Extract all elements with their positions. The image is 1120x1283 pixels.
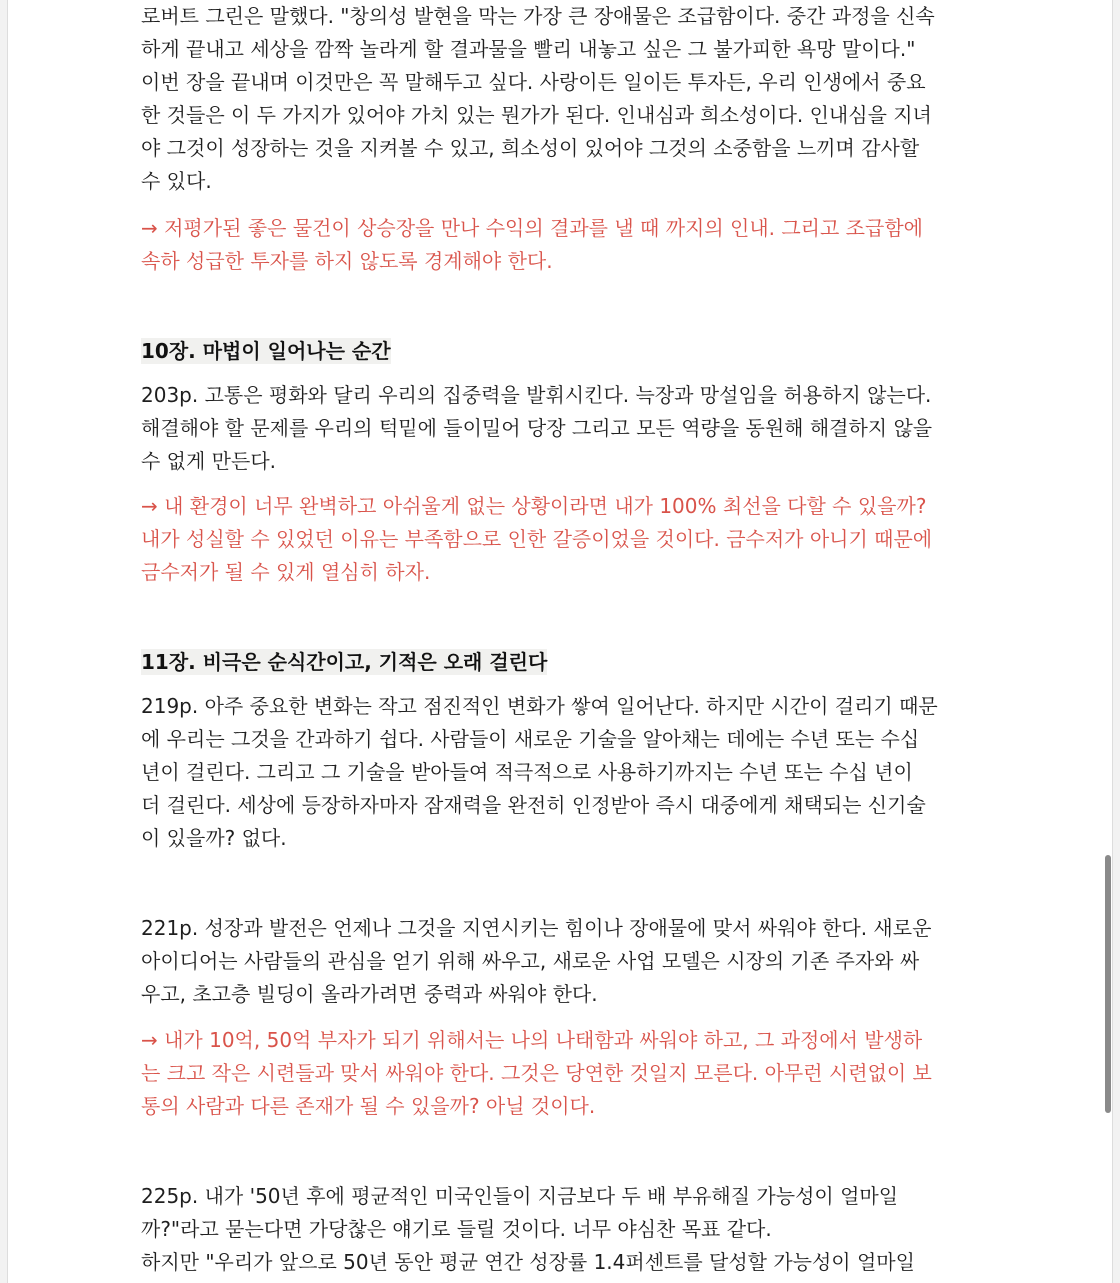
quote-block xyxy=(141,1180,915,1279)
text-line: 우고, 초고층 빌딩이 올라가려면 중력과 싸워야 한다. xyxy=(141,982,598,1006)
memo-line: 금수저가 될 수 있게 열심히 하자. xyxy=(141,560,431,584)
memo-line: 통의 사람과 다른 존재가 될 수 있을까? 아닐 것이다. xyxy=(141,1094,596,1118)
text-line: 221p. 성장과 발전은 언제나 그것을 지연시키는 힘이나 장애물에 맞서 싸워야 한다. 새로운 xyxy=(141,916,932,940)
chapter-10-heading xyxy=(141,335,391,368)
quote-block xyxy=(141,690,938,855)
text-line: 까?"라고 묻는다면 가당찮은 얘기로 들릴 것이다. 너무 야심찬 목표 같다. xyxy=(141,1217,772,1241)
memo-block xyxy=(141,212,923,278)
memo-line: 는 크고 작은 시련들과 맞서 싸워야 한다. 그것은 당연한 것일지 모른다. 아무런 시련없이 보 xyxy=(141,1061,932,1085)
memo-line: → 내가 10억, 50억 부자가 되기 위해서는 나의 나태함과 싸워야 하고, 그 과정에서 발생하 xyxy=(141,1028,923,1052)
text-line: 이번 장을 끝내며 이것만은 꼭 말해두고 싶다. 사랑이든 일이든 투자든, 우리 인생에서 중요 xyxy=(141,70,926,94)
document-page xyxy=(8,0,1112,1283)
text-line: 야 그것이 성장하는 것을 지켜볼 수 있고, 희소성이 있어야 그것의 소중함을 느끼며 감사할 xyxy=(141,136,920,160)
text-line: 하게 끝내고 세상을 깜짝 놀라게 할 결과물을 빨리 내놓고 싶은 그 불가피한 욕망 말이다." xyxy=(141,37,916,61)
text-line: 203p. 고통은 평화와 달리 우리의 집중력을 발휘시킨다. 늑장과 망설임을 허용하지 않는다. xyxy=(141,383,932,407)
text-line: 수 없게 만든다. xyxy=(141,449,276,473)
memo-line: 내가 성실할 수 있었던 이유는 부족함으로 인한 갈증이었을 것이다. 금수저가 아니기 때문에 xyxy=(141,527,933,551)
text-line: 219p. 아주 중요한 변화는 작고 점진적인 변화가 쌓여 일어난다. 하지만 시간이 걸리기 때문 xyxy=(141,694,938,718)
text-line: 하지만 "우리가 앞으로 50년 동안 평균 연간 성장률 1.4퍼센트를 달성할 가능성이 얼마일 xyxy=(141,1250,915,1274)
chapter-11-heading xyxy=(141,646,547,679)
memo-line: → 내 환경이 너무 완벽하고 아쉬울게 없는 상황이라면 내가 100% 최선을 다할 수 있을까? xyxy=(141,494,927,518)
vertical-scrollbar[interactable] xyxy=(1104,0,1112,1283)
text-line: 로버트 그린은 말했다. "창의성 발현을 막는 가장 큰 장애물은 조급함이다. 중간 과정을 신속 xyxy=(141,4,935,28)
text-line: 아이디어는 사람들의 관심을 얻기 위해 싸우고, 새로운 사업 모델은 시장의 기존 주자와 싸 xyxy=(141,949,920,973)
text-line: 이 있을까? 없다. xyxy=(141,826,287,850)
memo-line: 속하 성급한 투자를 하지 않도록 경계해야 한다. xyxy=(141,249,553,273)
quote-block xyxy=(141,379,932,478)
text-line: 해결해야 할 문제를 우리의 턱밑에 들이밀어 당장 그리고 모든 역량을 동원해 해결하지 않을 xyxy=(141,416,933,440)
text-line: 년이 걸린다. 그리고 그 기술을 받아들여 적극적으로 사용하기까지는 수년 또는 수십 년이 xyxy=(141,760,913,784)
scrollbar-thumb[interactable] xyxy=(1105,855,1111,1113)
text-line: 더 걸린다. 세상에 등장하자마자 잠재력을 완전히 인정받아 즉시 대중에게 채택되는 신기술 xyxy=(141,793,926,817)
text-line: 225p. 내가 '50년 후에 평균적인 미국인들이 지금보다 두 배 부유해질 가능성이 얼마일 xyxy=(141,1184,899,1208)
text-line: 한 것들은 이 두 가지가 있어야 가치 있는 뭔가가 된다. 인내심과 희소성이다. 인내심을 지녀 xyxy=(141,103,932,127)
memo-block xyxy=(141,1024,932,1123)
memo-block xyxy=(141,490,932,589)
memo-line: → 저평가된 좋은 물건이 상승장을 만나 수익의 결과를 낼 때 까지의 인내. 그리고 조급함에 xyxy=(141,216,923,240)
chapter-10-title: 10장. 마법이 일어나는 순간 xyxy=(141,339,391,363)
quote-block xyxy=(141,912,931,1011)
text-line: 에 우리는 그것을 간과하기 쉽다. 사람들이 새로운 기술을 알아채는 데에는 수년 또는 수십 xyxy=(141,727,920,751)
text-line: 수 있다. xyxy=(141,169,212,193)
chapter-11-title: 11장. 비극은 순식간이고, 기적은 오래 걸린다 xyxy=(141,650,548,674)
quote-block xyxy=(141,0,935,198)
